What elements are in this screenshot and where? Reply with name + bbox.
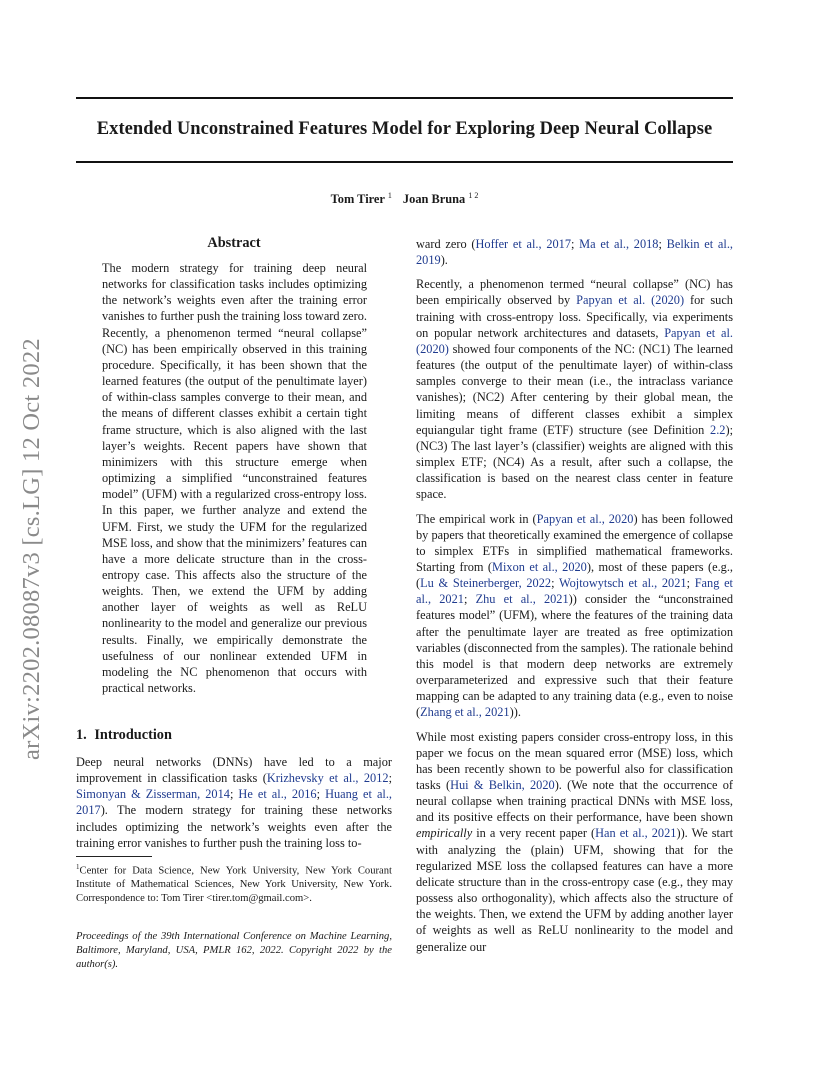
text-run: ). The modern strategy for training these networks includes optimizing the network’s weights even after the training error vanishes to further push the training loss to- — [76, 803, 392, 850]
text-run: ward zero ( — [416, 237, 476, 251]
section-number: 1. — [76, 727, 87, 743]
proceedings-note — [76, 930, 392, 972]
footnote-affiliations — [76, 861, 392, 906]
arxiv-stamp: arXiv:2202.08087v3 [cs.LG] 12 Oct 2022 — [18, 338, 45, 760]
section-title: Introduction — [94, 727, 172, 743]
text-run: ; — [229, 787, 239, 802]
citation-link[interactable]: Hoffer et al., 2017 — [475, 237, 572, 251]
citation-link[interactable]: Simonyan & Zisserman, 2014 — [76, 787, 230, 802]
text-run: While most existing papers consider cross-entropy loss, in this paper we focus on the mean squared error (MSE) loss, which has been recently shown to be powerful also for classification tasks ( — [416, 729, 733, 792]
citation-link[interactable]: Hui & Belkin, 2020 — [450, 778, 555, 792]
text-run: ; — [551, 576, 559, 591]
text-run: ). (We note that the occurrence of neural collapse when training practical DNNs with MSE loss, and its positive effects on their performance, have been shown — [416, 778, 733, 825]
abstract-heading: Abstract — [207, 235, 261, 251]
citation-link[interactable]: Ma et al., 2018 — [579, 237, 659, 251]
text-run: for such training with cross-entropy loss. Specifically, via experiments on popular network architectures and datasets, — [416, 293, 733, 340]
author-affiliation: 1 2 — [468, 191, 479, 200]
author-affiliation: 1 — [387, 191, 392, 200]
body-paragraph — [416, 511, 733, 721]
body-paragraph — [416, 236, 733, 268]
author-list — [76, 191, 733, 207]
text-run: empirically — [416, 826, 473, 841]
citation-link[interactable]: Han et al., 2021 — [595, 826, 677, 841]
text-run: )). — [509, 705, 521, 720]
text-run: ; — [686, 576, 695, 591]
right-column — [416, 236, 733, 963]
paper-title: Extended Unconstrained Features Model for Exploring Deep Neural Collapse — [96, 119, 713, 139]
citation-link[interactable]: Papyan et al. (2020) — [576, 293, 685, 308]
text-run: ; — [316, 787, 326, 802]
section-heading-introduction — [76, 727, 172, 744]
top-rule — [76, 97, 733, 99]
citation-link[interactable]: 2.2 — [710, 422, 726, 437]
body-paragraph — [416, 276, 733, 502]
citation-link[interactable]: Fang et al., 2021 — [416, 576, 733, 607]
text-run: ). — [440, 253, 448, 268]
text-run: in a very recent paper ( — [472, 826, 596, 841]
intro-paragraph — [76, 754, 392, 851]
footnote-rule — [76, 856, 152, 857]
text-run: Recently, a phenomenon termed “neural collapse” (NC) has been empirically observed by — [416, 277, 733, 308]
text-run: ; — [463, 592, 476, 607]
text-run: ; — [388, 771, 393, 786]
citation-link[interactable]: Zhang et al., 2021 — [420, 705, 510, 720]
citation-link[interactable]: Lu & Steinerberger, 2022 — [420, 576, 552, 591]
citation-link[interactable]: Papyan et al., 2020 — [536, 511, 634, 526]
text-run: )). We start with analyzing the (plain) UFM, showing that for the regularized MSE loss the collapsed features can have a more delicate structure than in the cross-entropy case (e.g., they may possess also orthogonality), which affects also the structure of the weights. Then, we extend the UFM by adding another layer of weights as well as ReLU nonlinearity to the model and generalize our — [416, 826, 733, 954]
citation-link[interactable]: Papyan et al. (2020) — [416, 325, 733, 356]
text-run: ) has been followed by papers that theoretically examined the emergence of collapse to simplex ETFs in simplified mathematical frameworks. Starting from ( — [416, 511, 733, 574]
author-name: Joan Bruna — [402, 192, 466, 206]
text-run: ), most of these papers (e.g., ( — [416, 559, 733, 591]
citation-link[interactable]: Mixon et al., 2020 — [492, 559, 587, 574]
text-run: Deep neural networks (DNNs) have led to a major improvement in classification tasks ( — [76, 755, 392, 786]
footnote-text: Center for Data Science, New York University, New York Courant Institute of Mathematical Sciences, New York University, New York. Correspondence to: Tom Tirer <tirer.tom@gmail.com>. — [76, 865, 392, 905]
citation-link[interactable]: Wojtowytsch et al., 2021 — [558, 576, 687, 591]
text-run: )) consider the “unconstrained features model” (UFM), where the features of the training data after the penultimate layer are treated as free optimization variables (disconnected from the samples). The rationale behind this model is that modern deep networks are extremely overparameterized and expressive such that their feature mapping can be adapted to any training data (e.g., even to noise ( — [416, 592, 733, 720]
text-run: ; — [658, 237, 667, 251]
author-name: Tom Tirer — [330, 192, 385, 206]
text-run: ); (NC3) The last layer’s (classifier) weights are aligned with this simplex ETF; (NC4) As a result, after such a collapse, the classification is based on the nearest class center in feature space. — [416, 422, 733, 502]
citation-link[interactable]: Huang et al., 2017 — [76, 787, 393, 818]
text-run: showed four components of the NC: (NC1) The learned features (the output of the penultimate layer) of within-class samples converge to their mean (i.e., the intraclass variance vanishes); (NC2) After centering by their global mean, the limiting means of different classes exhibit a simplex equiangular tight frame (ETF) structure (see Definition — [416, 341, 733, 437]
text-run: ; — [571, 237, 580, 251]
footnote-mark: 1 — [76, 863, 80, 871]
citation-link[interactable]: He et al., 2016 — [238, 787, 317, 802]
abstract-text: The modern strategy for training deep neural networks for classification tasks includes optimizing the network’s weights even after the training error vanishes to further push the training loss toward zero. Recently, a phenomenon termed “neural collapse” (NC) has been empirically observed in this training procedure. Specifically, it has been shown that the learned features (the output of the penultimate layer) of within-class samples converge to their mean, and the means of different classes exhibit a certain tight frame structure, which is also aligned with the last layer’s weights. Recent papers have shown that minimizers with this structure emerge when optimizing a simplified “unconstrained features model” (UFM) with a regularized cross-entropy loss. In this paper, we further analyze and extend the UFM. First, we study the UFM for the regularized MSE loss, and show that the minimizers’ features can have a more delicate structure than in the cross-entropy case. This affects also the structure of the weights. Then, we extend the UFM by adding another layer of weights as well as ReLU nonlinearity to the model and generalize our previous results. Finally, we empirically demonstrate the usefulness of our nonlinear extended UFM in modeling the NC phenomenon that occurs with practical networks. — [102, 261, 367, 696]
citation-link[interactable]: Belkin et al., 2019 — [416, 237, 733, 268]
proceedings-text: Proceedings of the 39th International Conference on Machine Learning, Baltimore, Maryland, USA, PMLR 162, 2022. Copyright 2022 by the author(s). — [76, 931, 392, 970]
title-bottom-rule — [76, 161, 733, 163]
introduction-column — [76, 754, 392, 859]
body-paragraph — [416, 729, 733, 955]
citation-link[interactable]: Zhu et al., 2021 — [475, 592, 569, 607]
text-run: The empirical work in ( — [416, 511, 537, 526]
citation-link[interactable]: Krizhevsky et al., 2012 — [266, 771, 389, 786]
